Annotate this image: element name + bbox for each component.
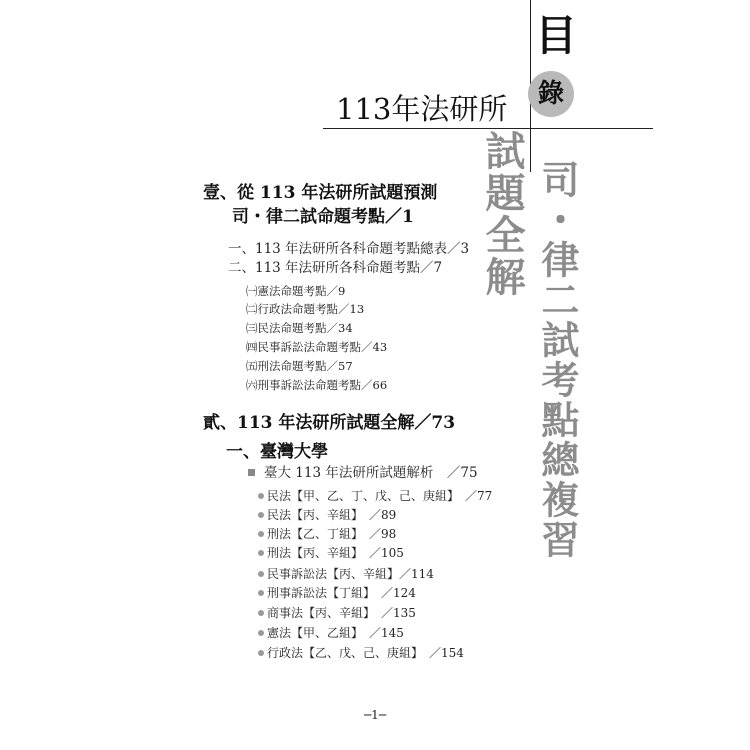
dot-bullet-icon bbox=[258, 590, 264, 596]
toc-entry-label: 刑法【乙、丁組】 ／98 bbox=[267, 527, 397, 541]
dot-bullet-icon bbox=[258, 650, 264, 656]
section-2-heading: 貳、113 年法研所試題全解／73 bbox=[203, 413, 456, 433]
toc-entry bbox=[258, 526, 396, 542]
vertical-title-exam-solutions: 試題全解 bbox=[479, 130, 525, 298]
toc-entry bbox=[258, 566, 434, 582]
main-title: 113年法研所 bbox=[336, 92, 508, 126]
toc-entry bbox=[258, 605, 416, 621]
toc-entry bbox=[258, 488, 492, 504]
section-1-heading-line1: 壹、從 113 年法研所試題預測 bbox=[203, 183, 438, 203]
toc-subsection: 二、113 年法研所各科命題考點／7 bbox=[228, 260, 443, 276]
toc-subsection: 一、113 年法研所各科命題考點總表／3 bbox=[228, 241, 470, 257]
toc-entry-label: 民事訴訟法【丙、辛組】／114 bbox=[267, 567, 434, 581]
school-heading: 一、臺灣大學 bbox=[226, 442, 328, 462]
toc-entry-label: 憲法【甲、乙組】 ／145 bbox=[267, 626, 404, 640]
toc-entry bbox=[258, 645, 464, 661]
dot-bullet-icon bbox=[258, 630, 264, 636]
toc-item: ㈥刑事訴訟法命題考點／66 bbox=[246, 378, 388, 392]
analysis-entry-label: 臺大 113 年法研所試題解析 ／75 bbox=[264, 465, 478, 481]
toc-item: ㈠憲法命題考點／9 bbox=[246, 284, 346, 298]
dot-bullet-icon bbox=[258, 531, 264, 537]
dot-bullet-icon bbox=[258, 571, 264, 577]
toc-entry-label: 刑法【丙、辛組】 ／105 bbox=[267, 546, 404, 560]
square-bullet-icon bbox=[248, 469, 255, 476]
toc-item: ㈢民法命題考點／34 bbox=[246, 321, 353, 335]
analysis-entry bbox=[248, 464, 478, 482]
page-number: ─1─ bbox=[363, 708, 387, 722]
toc-item: ㈡行政法命題考點／13 bbox=[246, 302, 365, 316]
toc-entry bbox=[258, 507, 396, 523]
dot-bullet-icon bbox=[258, 550, 264, 556]
contents-heading-lu: 錄 bbox=[537, 79, 564, 109]
toc-entry-label: 商事法【丙、辛組】 ／135 bbox=[267, 606, 416, 620]
toc-entry bbox=[258, 625, 404, 641]
toc-entry-label: 民法【甲、乙、丁、戊、己、庚組】 ／77 bbox=[267, 489, 493, 503]
toc-item: ㈣民事訴訟法命題考點／43 bbox=[246, 340, 388, 354]
dot-bullet-icon bbox=[258, 493, 264, 499]
contents-heading-mu: 目 bbox=[535, 11, 578, 60]
header-horizontal-rule bbox=[323, 128, 653, 129]
toc-entry-label: 行政法【乙、戊、己、庚組】 ／154 bbox=[267, 646, 464, 660]
section-1-heading-line2: 司・律二試命題考點／1 bbox=[232, 207, 414, 227]
toc-entry bbox=[258, 585, 416, 601]
dot-bullet-icon bbox=[258, 610, 264, 616]
dot-bullet-icon bbox=[258, 512, 264, 518]
toc-entry-label: 刑事訴訟法【丁組】 ／124 bbox=[267, 586, 416, 600]
toc-item: ㈤刑法命題考點／57 bbox=[246, 359, 353, 373]
toc-entry-label: 民法【丙、辛組】 ／89 bbox=[267, 508, 397, 522]
toc-entry bbox=[258, 545, 404, 561]
vertical-title-review: 司・律二試考點總複習 bbox=[535, 160, 579, 560]
